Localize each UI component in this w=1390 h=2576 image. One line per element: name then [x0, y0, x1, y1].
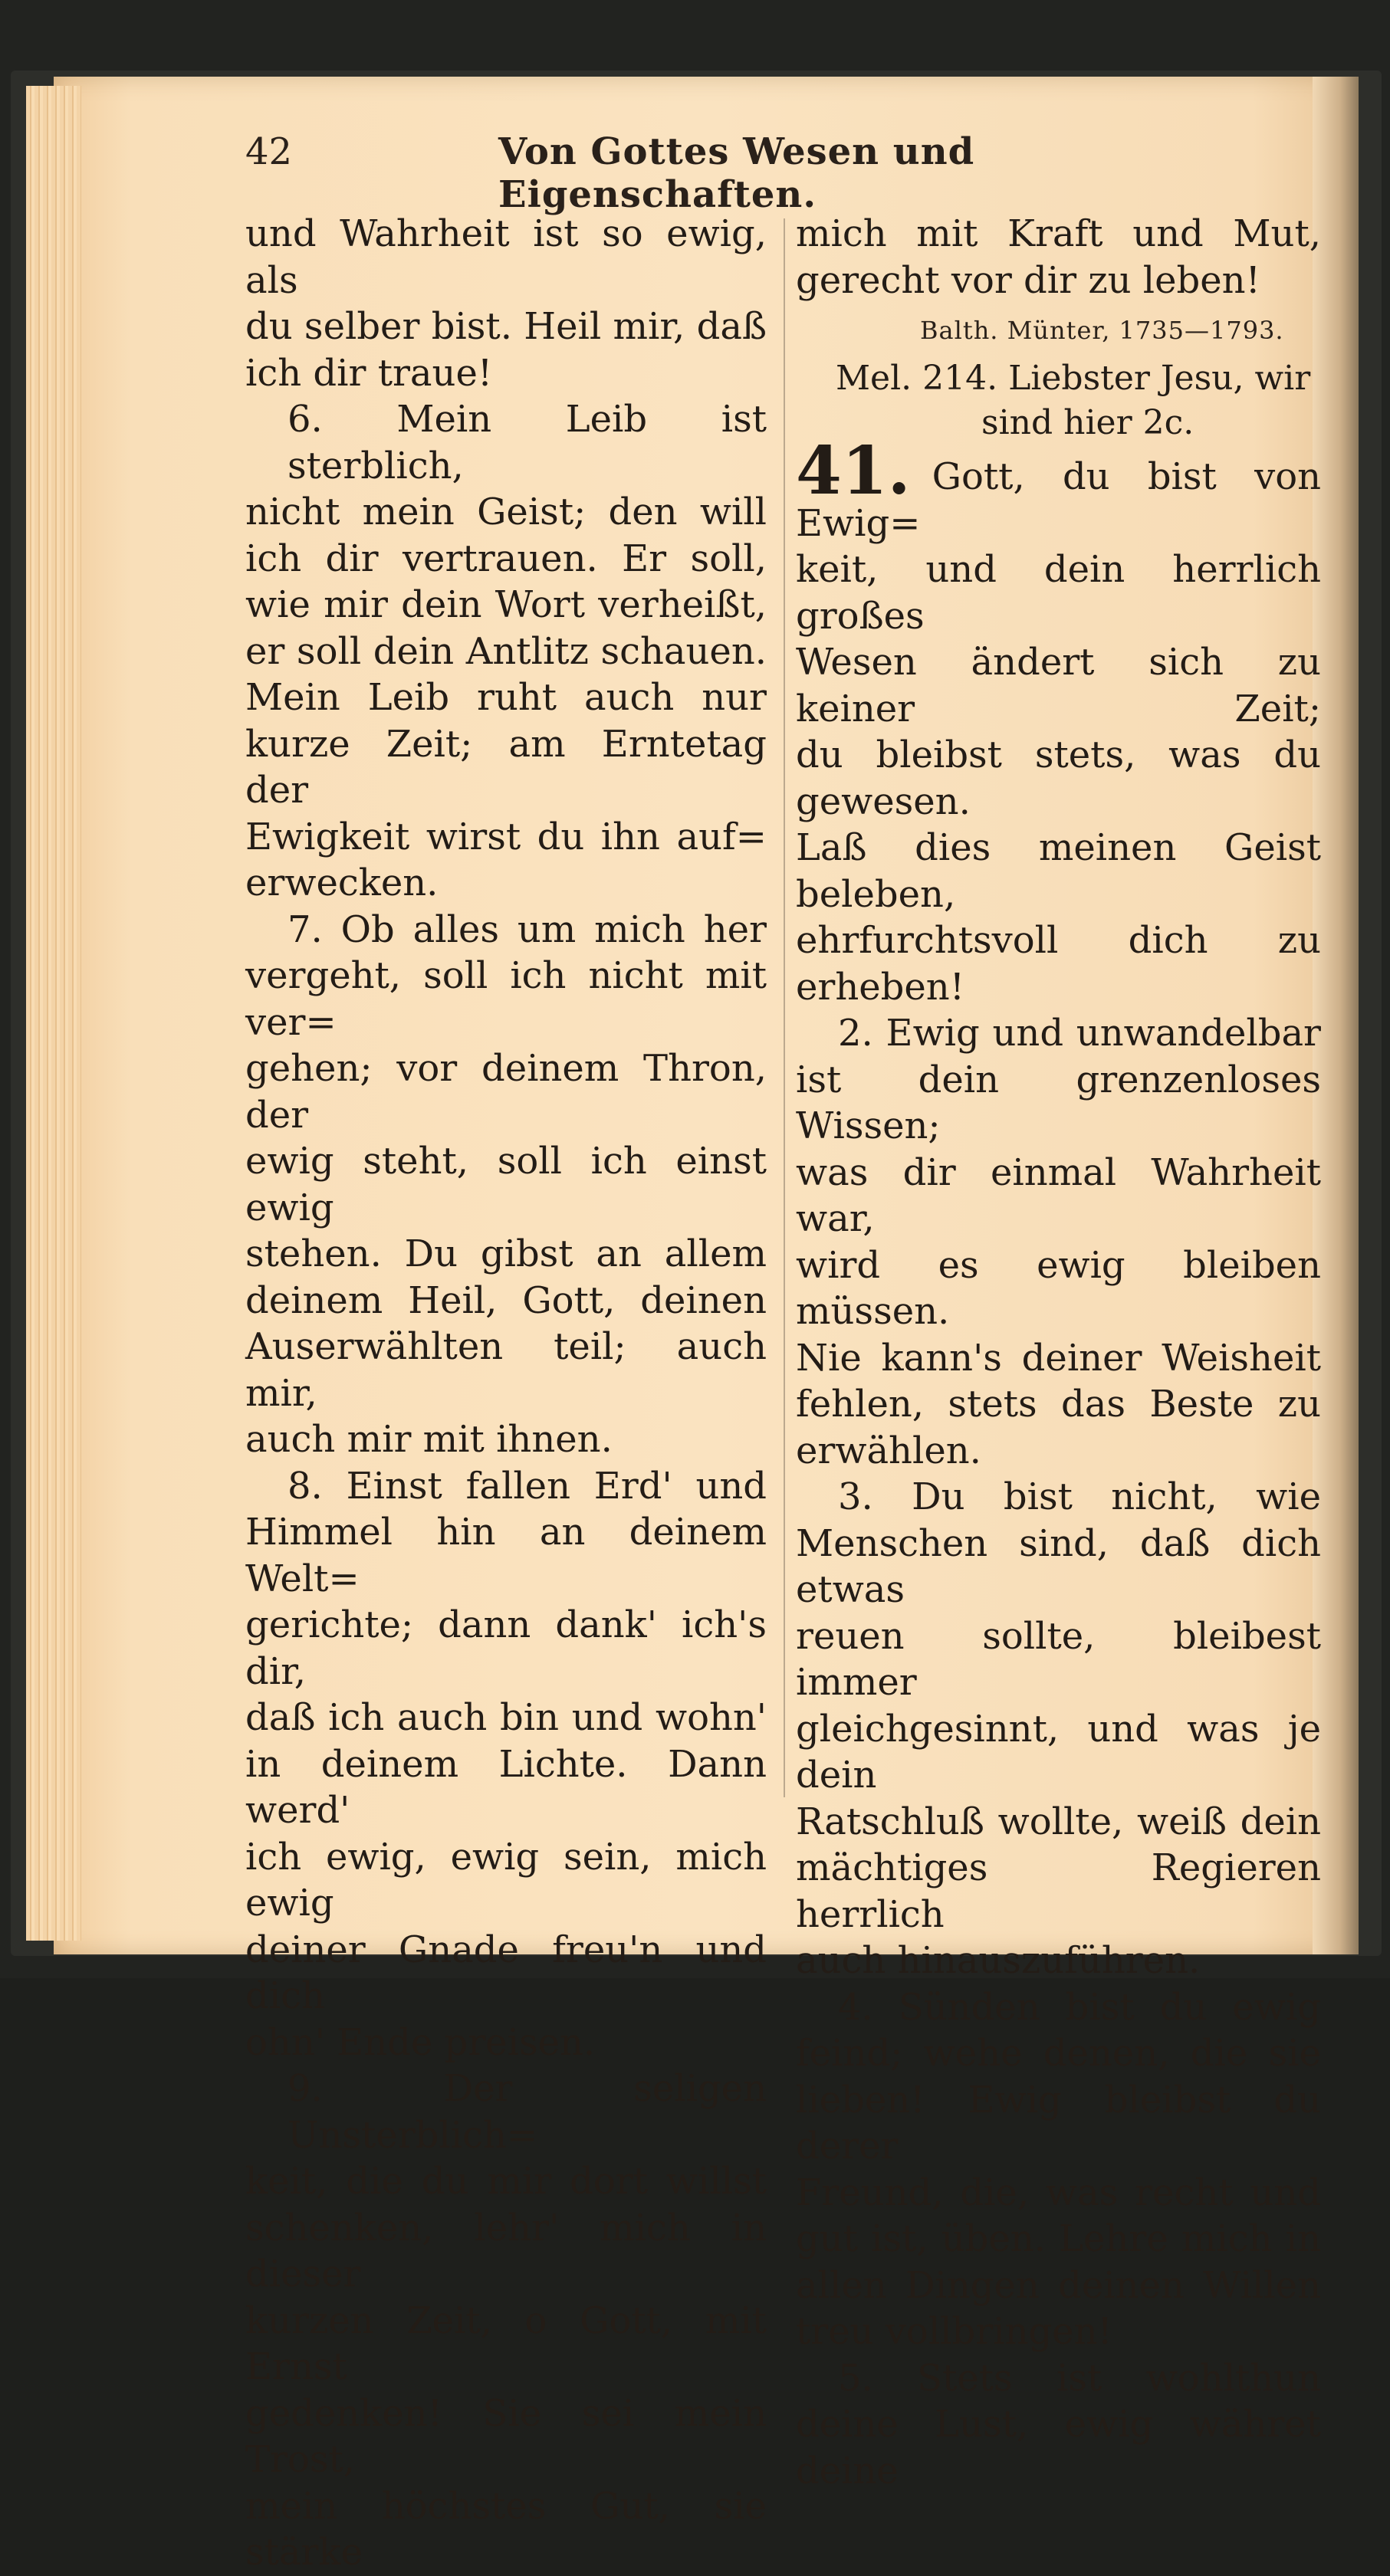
text-line: 2. Ewig und unwandelbar	[838, 1012, 1321, 1055]
text-line: 3. Du bist nicht, wie	[838, 1475, 1321, 1518]
text-line: 9. Der seligen Unsterblich=	[288, 2067, 767, 2157]
text-line: 4. Sünden bist du ewig	[838, 1985, 1321, 2029]
text-line: Ratschluß wollte, weiß dein	[796, 1800, 1321, 1843]
hymn-author: Balth. Münter, 1735—1793.	[920, 316, 1284, 345]
text-line: allen Dingen deinen Willen	[796, 2263, 1321, 2307]
text-line: daß ich auch bin und wohn'	[245, 1696, 767, 1739]
text-line: mein höchstes Gut, sie stärke	[245, 2484, 767, 2574]
text-line: gehen; vor deinem Thron, der	[245, 1047, 767, 1137]
text-line: gerichte; dann dank' ich's dir,	[245, 1603, 767, 1693]
text-line: auch mir mit ihnen.	[245, 1418, 613, 1461]
text-line: fehlen, stets das Beste zu	[796, 1383, 1321, 1426]
text-line: Ewigkeit wirst du ihn auf=	[245, 815, 767, 858]
text-line: schenken, lehr' mich in dieser	[245, 2206, 767, 2295]
text-line: gerecht vor dir zu leben!	[796, 258, 1260, 302]
text-line: stehen. Du gibst an allem	[245, 1232, 767, 1275]
text-line: feind; wehe denen, die sie	[796, 2032, 1321, 2075]
text-line: deinem Heil, Gott, deinen	[245, 1278, 767, 1322]
text-line: Laß dies meinen Geist beleben,	[796, 826, 1321, 916]
text-line: keit, und dein herrlich großes	[796, 548, 1321, 638]
text-line: gedenken! Sie sei mein Trost,	[245, 2391, 767, 2481]
text-line: kurzen Zeit, o Gott, mit Ernst	[245, 2299, 767, 2388]
text-line: 7. Ob alles um mich her	[288, 907, 767, 951]
text-line: Mein Leib ruht auch nur	[245, 676, 767, 719]
text-line: wird es ewig bleiben müssen.	[796, 1243, 1321, 1333]
melody-text: sind hier 2c.	[981, 403, 1194, 442]
text-line: Freund, die, was recht und	[796, 2171, 1321, 2214]
text-line: mächtiges Regieren herrlich	[796, 1846, 1321, 1936]
text-line: reuen sollte, bleibest immer	[796, 1614, 1321, 1704]
text-line: ist dein grenzenloses Wissen;	[796, 1058, 1321, 1147]
text-line: keit, die du mir dort willst	[245, 2160, 767, 2203]
text-line: lieben! Ewig bleibst du derer	[796, 2078, 1321, 2167]
text-line: vergeht, soll ich nicht mit ver=	[245, 954, 767, 1044]
text-line: erwecken.	[245, 861, 439, 904]
text-line: deine Lust, ewig währet deine	[796, 2403, 1321, 2492]
running-title: Von Gottes Wesen und Eigenschaften.	[498, 130, 975, 216]
hymn-41	[796, 432, 1321, 2494]
text-line: mich mit Kraft und Mut,	[796, 212, 1321, 255]
text-line: in deinem Lichte. Dann werd'	[245, 1742, 767, 1832]
text-line: ich ewig, ewig sein, mich ewig	[245, 1835, 767, 1925]
page-number: 42	[245, 130, 293, 173]
text-line: 6. Mein Leib ist sterblich,	[288, 398, 767, 487]
melody-text: Mel. 214. Liebster Jesu, wir	[836, 359, 1311, 398]
text-line: er soll dein Antlitz schauen.	[245, 629, 767, 673]
text-line: Gott, du bist von Ewig=	[796, 455, 1321, 545]
text-line: erwählen.	[796, 1429, 981, 1472]
text-line: wie mir dein Wort verheißt,	[245, 583, 767, 626]
text-line: auch hinauszuführen.	[796, 1939, 1201, 1982]
text-line: was dir einmal Wahrheit war,	[796, 1150, 1321, 1240]
text-line: deiner Gnade freu'n und dich	[245, 1928, 767, 2017]
text-line: Himmel hin an deinem Welt=	[245, 1511, 767, 1600]
running-header	[245, 130, 1135, 216]
text-line: Menschen sind, daß dich etwas	[796, 1521, 1321, 1611]
page-edges	[26, 86, 81, 1941]
text-line: Auserwählten teil; auch mir,	[245, 1325, 767, 1415]
text-line: nicht mein Geist; den will	[245, 491, 767, 533]
hymn-first-line	[796, 432, 1321, 546]
text-line: 8. Einst fallen Erd' und	[288, 1464, 767, 1508]
text-line: gut ist, üben. Lehre mich in	[796, 2217, 1321, 2260]
text-line: du bleibst stets, was du gewesen.	[796, 733, 1321, 823]
text-line: Wesen ändert sich zu keiner Zeit;	[796, 641, 1321, 730]
text-line: kurze Zeit; am Erntetag der	[245, 722, 767, 812]
column-divider	[784, 218, 785, 1797]
text-line: ich dir vertrauen. Er soll,	[245, 537, 767, 580]
text-line: treu vollbringen!	[796, 2310, 1112, 2353]
text-line: Nie kann's deiner Weisheit	[796, 1336, 1321, 1380]
right-column-top	[796, 211, 1321, 304]
text-line: ohn' Ende preisen.	[245, 2020, 596, 2064]
text-line: du selber bist. Heil mir, daß	[245, 305, 767, 348]
text-line: ehrfurchtsvoll dich zu erheben!	[796, 919, 1321, 1009]
left-column	[245, 211, 767, 2576]
text-line: und Wahrheit ist so ewig, als	[245, 212, 767, 302]
text-line: ich dir traue!	[245, 351, 493, 395]
text-line: 5. Stets ist wohlthun	[838, 2356, 1321, 2400]
hymn-number: 41.	[796, 432, 911, 510]
text-line: ewig steht, soll ich einst ewig	[245, 1140, 767, 1229]
text-line: gleichgesinnt, und was je dein	[796, 1707, 1321, 1797]
